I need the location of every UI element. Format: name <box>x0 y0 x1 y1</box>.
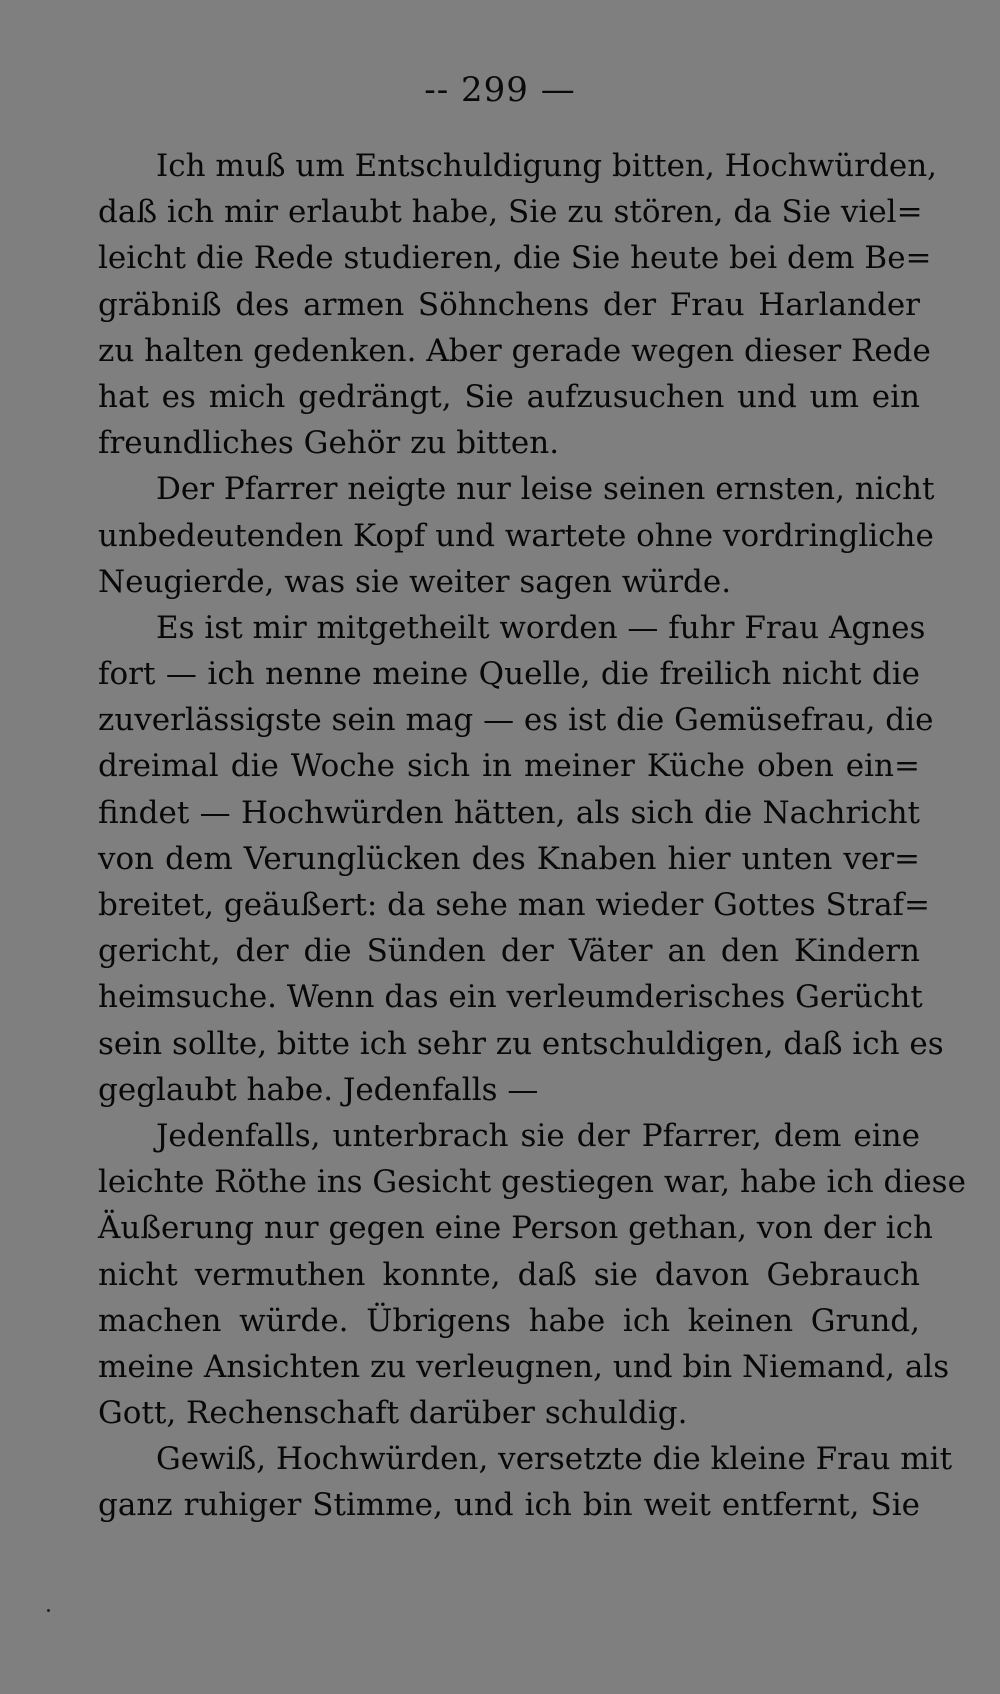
text-line: leicht die Rede studieren, die Sie heute bei dem Be= <box>98 240 932 277</box>
text-line: Neugierde, was sie weiter sagen würde. <box>98 563 732 600</box>
text-line: gräbniß des armen Söhnchens der Frau Harlander <box>98 286 920 323</box>
text-line: leichte Röthe ins Gesicht gestiegen war, habe ich diese <box>98 1164 966 1201</box>
text-line: geglaubt habe. Jedenfalls — <box>98 1071 539 1108</box>
text-line: Gewiß, Hochwürden, versetzte die kleine Frau mit <box>156 1441 953 1478</box>
text-line: Gott, Rechenschaft darüber schuldig. <box>98 1395 688 1432</box>
text-line: daß ich mir erlaubt habe, Sie zu stören, da Sie viel= <box>98 194 923 231</box>
text-line: machen würde. Übrigens habe ich keinen Grund, <box>98 1302 920 1339</box>
text-line: gericht, der die Sünden der Väter an den Kindern <box>98 933 920 970</box>
text-line: Der Pfarrer neigte nur leise seinen ernsten, nicht <box>156 471 935 508</box>
text-line: Ich muß um Entschuldigung bitten, Hochwürden, <box>156 148 938 184</box>
page-number: -- 299 — <box>424 70 576 110</box>
text-line: zuverlässigste sein mag — es ist die Gemüsefrau, die <box>98 702 934 739</box>
text-line: sein sollte, bitte ich sehr zu entschuldigen, daß ich es <box>98 1025 944 1062</box>
speck-mark <box>47 1609 50 1612</box>
text-line: dreimal die Woche sich in meiner Küche oben ein= <box>98 748 920 785</box>
text-line: findet — Hochwürden hätten, als sich die Nachricht <box>98 794 920 831</box>
text-line: zu halten gedenken. Aber gerade wegen dieser Rede <box>98 332 931 369</box>
body-text <box>98 143 966 1529</box>
text-line: Jedenfalls, unterbrach sie der Pfarrer, dem eine <box>156 1117 920 1154</box>
text-line: von dem Verunglücken des Knaben hier unten ver= <box>98 840 920 877</box>
text-line: fort — ich nenne meine Quelle, die freilich nicht die <box>98 656 920 693</box>
text-line: nicht vermuthen konnte, daß sie davon Gebrauch <box>98 1256 920 1293</box>
text-line: Äußerung nur gegen eine Person gethan, von der ich <box>98 1210 933 1247</box>
text-line: hat es mich gedrängt, Sie aufzusuchen und um ein <box>98 378 920 415</box>
text-line: unbedeutenden Kopf und wartete ohne vordringliche <box>98 517 934 554</box>
text-line: meine Ansichten zu verleugnen, und bin Niemand, als <box>98 1348 950 1385</box>
text-line: Es ist mir mitgetheilt worden — fuhr Frau Agnes <box>156 609 926 646</box>
text-line: breitet, geäußert: da sehe man wieder Gottes Straf= <box>98 887 931 923</box>
text-line: ganz ruhiger Stimme, und ich bin weit entfernt, Sie <box>98 1487 920 1524</box>
text-line: freundliches Gehör zu bitten. <box>98 425 560 462</box>
text-line: heimsuche. Wenn das ein verleumderisches Gerücht <box>98 979 923 1016</box>
